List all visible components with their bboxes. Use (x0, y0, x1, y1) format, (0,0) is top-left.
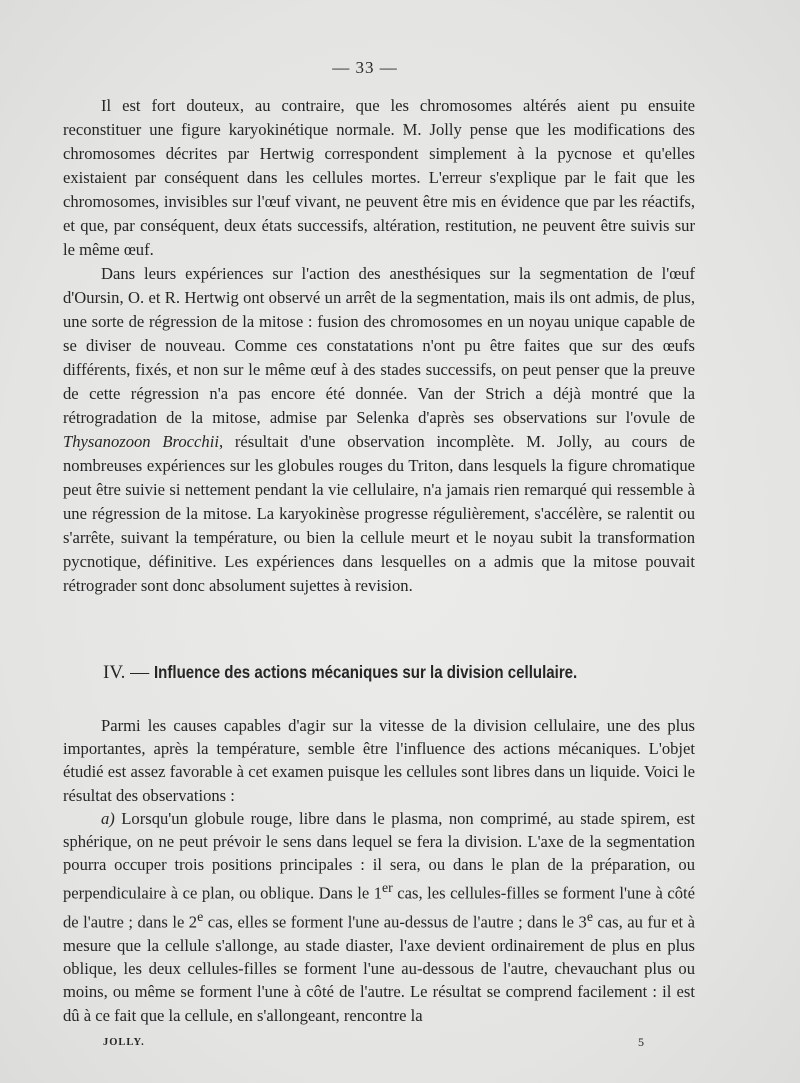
superscript: e (197, 909, 204, 925)
paragraph-text: cas, les cellules-filles se forment l'une à côté de l'autre ; dans le 2 (63, 883, 695, 932)
section-heading (103, 662, 646, 684)
section-title: Influence des actions mécaniques sur la division cellulaire. (153, 662, 578, 682)
body-text-section-2 (63, 714, 695, 1027)
footer-sheet-number: 5 (638, 1035, 644, 1049)
paragraph-text: , résultait d'une observation incomplète. M. Jolly, au cours de nombreuses expériences sur les globules rouges du Triton, dans lesquels la figure chromatique peut être suivie si nettement pendant la vie cellulaire, n'a jamais rien remarqué qui ressemble à une régression de la mitose. La karyokinèse progresse régulièrement, s'accélère, se ralentit ou s'arrête, suivant la température, ou bien la cellule meurt et le noyau subit la transformation pycnotique, définitive. Les expériences dans lesquelles on a admis que la mitose pouvait rétrograder sont donc absolument sujettes à revision. (63, 432, 695, 595)
page-number: — 33 — (332, 58, 398, 77)
paragraph: Parmi les causes capables d'agir sur la vitesse de la division cellulaire, une des plus importantes, après la température, semble être l'influence des actions mécaniques. L'objet étudié est assez favorable à cet examen puisque les cellules sont libres dans un liquide. Voici le résultat des observations : (63, 716, 695, 805)
superscript: er (382, 880, 393, 896)
paragraph-text: cas, elles se forment l'une au-dessus de l'autre ; dans le 3 (203, 912, 587, 932)
section-number: IV. — (103, 662, 154, 683)
species-name: Thysanozoon Brocchii (63, 432, 219, 451)
paragraph: Il est fort douteux, au contraire, que les chromosomes altérés aient pu ensuite reconstituer une figure karyokinétique normale. M. Jolly pense que les modifications des chromosomes décrites par Hertwig correspondent simplement à la pycnose et qu'elles existaient par conséquent dans les cellules mortes. L'erreur s'explique par le fait que les chromosomes, invisibles sur l'œuf vivant, ne peuvent être mis en évidence que par les réactifs, et que, par conséquent, deux états successifs, altération, restitution, ne peuvent être suivis sur le même œuf. (63, 96, 695, 259)
paragraph (63, 262, 695, 598)
list-marker: a) (101, 808, 115, 828)
paragraph (63, 807, 695, 1027)
body-text-section-1 (63, 94, 695, 598)
paragraph-text: Lorsqu'un globule rouge, libre dans le plasma, non comprimé, au stade spirem, est sphérique, on ne peut prévoir le sens dans lequel se fera la division. L'axe de la segmentation pourra occuper trois positions principales : il sera, ou dans le plan de la préparation, ou perpendiculaire à ce plan, ou oblique. Dans le 1 (63, 808, 695, 903)
paragraph-text: cas, au fur et à mesure que la cellule s'allonge, au stade diaster, l'axe devient ordinairement de plus en plus oblique, les deux cellules-filles se forment l'une au-dessous de l'autre, chevauchant plus ou moins, ou même se forment l'une à côté de l'autre. Le résultat se comprend facilement : il est dû à ce fait que la cellule, en s'allongeant, rencontre la (63, 912, 696, 1025)
footer-signature: JOLLY. (103, 1037, 145, 1048)
paragraph-text: Dans leurs expériences sur l'action des anesthésiques sur la segmentation de l'œuf d'Oursin, O. et R. Hertwig ont observé un arrêt de la segmentation, mais ils ont admis, de plus, une sorte de régression de la mitose : fusion des chromosomes en un noyau unique capable de se diviser de nouveau. Comme ces constatations n'ont pu être faites que sur des œufs différents, fixés, et non sur le même œuf à des stades successifs, on peut penser que la preuve de cette régression n'a pas encore été donnée. Van der Strich a déjà montré que la rétrogradation de la mitose, admise par Selenka d'après ses observations sur l'ovule de (63, 264, 695, 427)
superscript: e (586, 909, 593, 925)
